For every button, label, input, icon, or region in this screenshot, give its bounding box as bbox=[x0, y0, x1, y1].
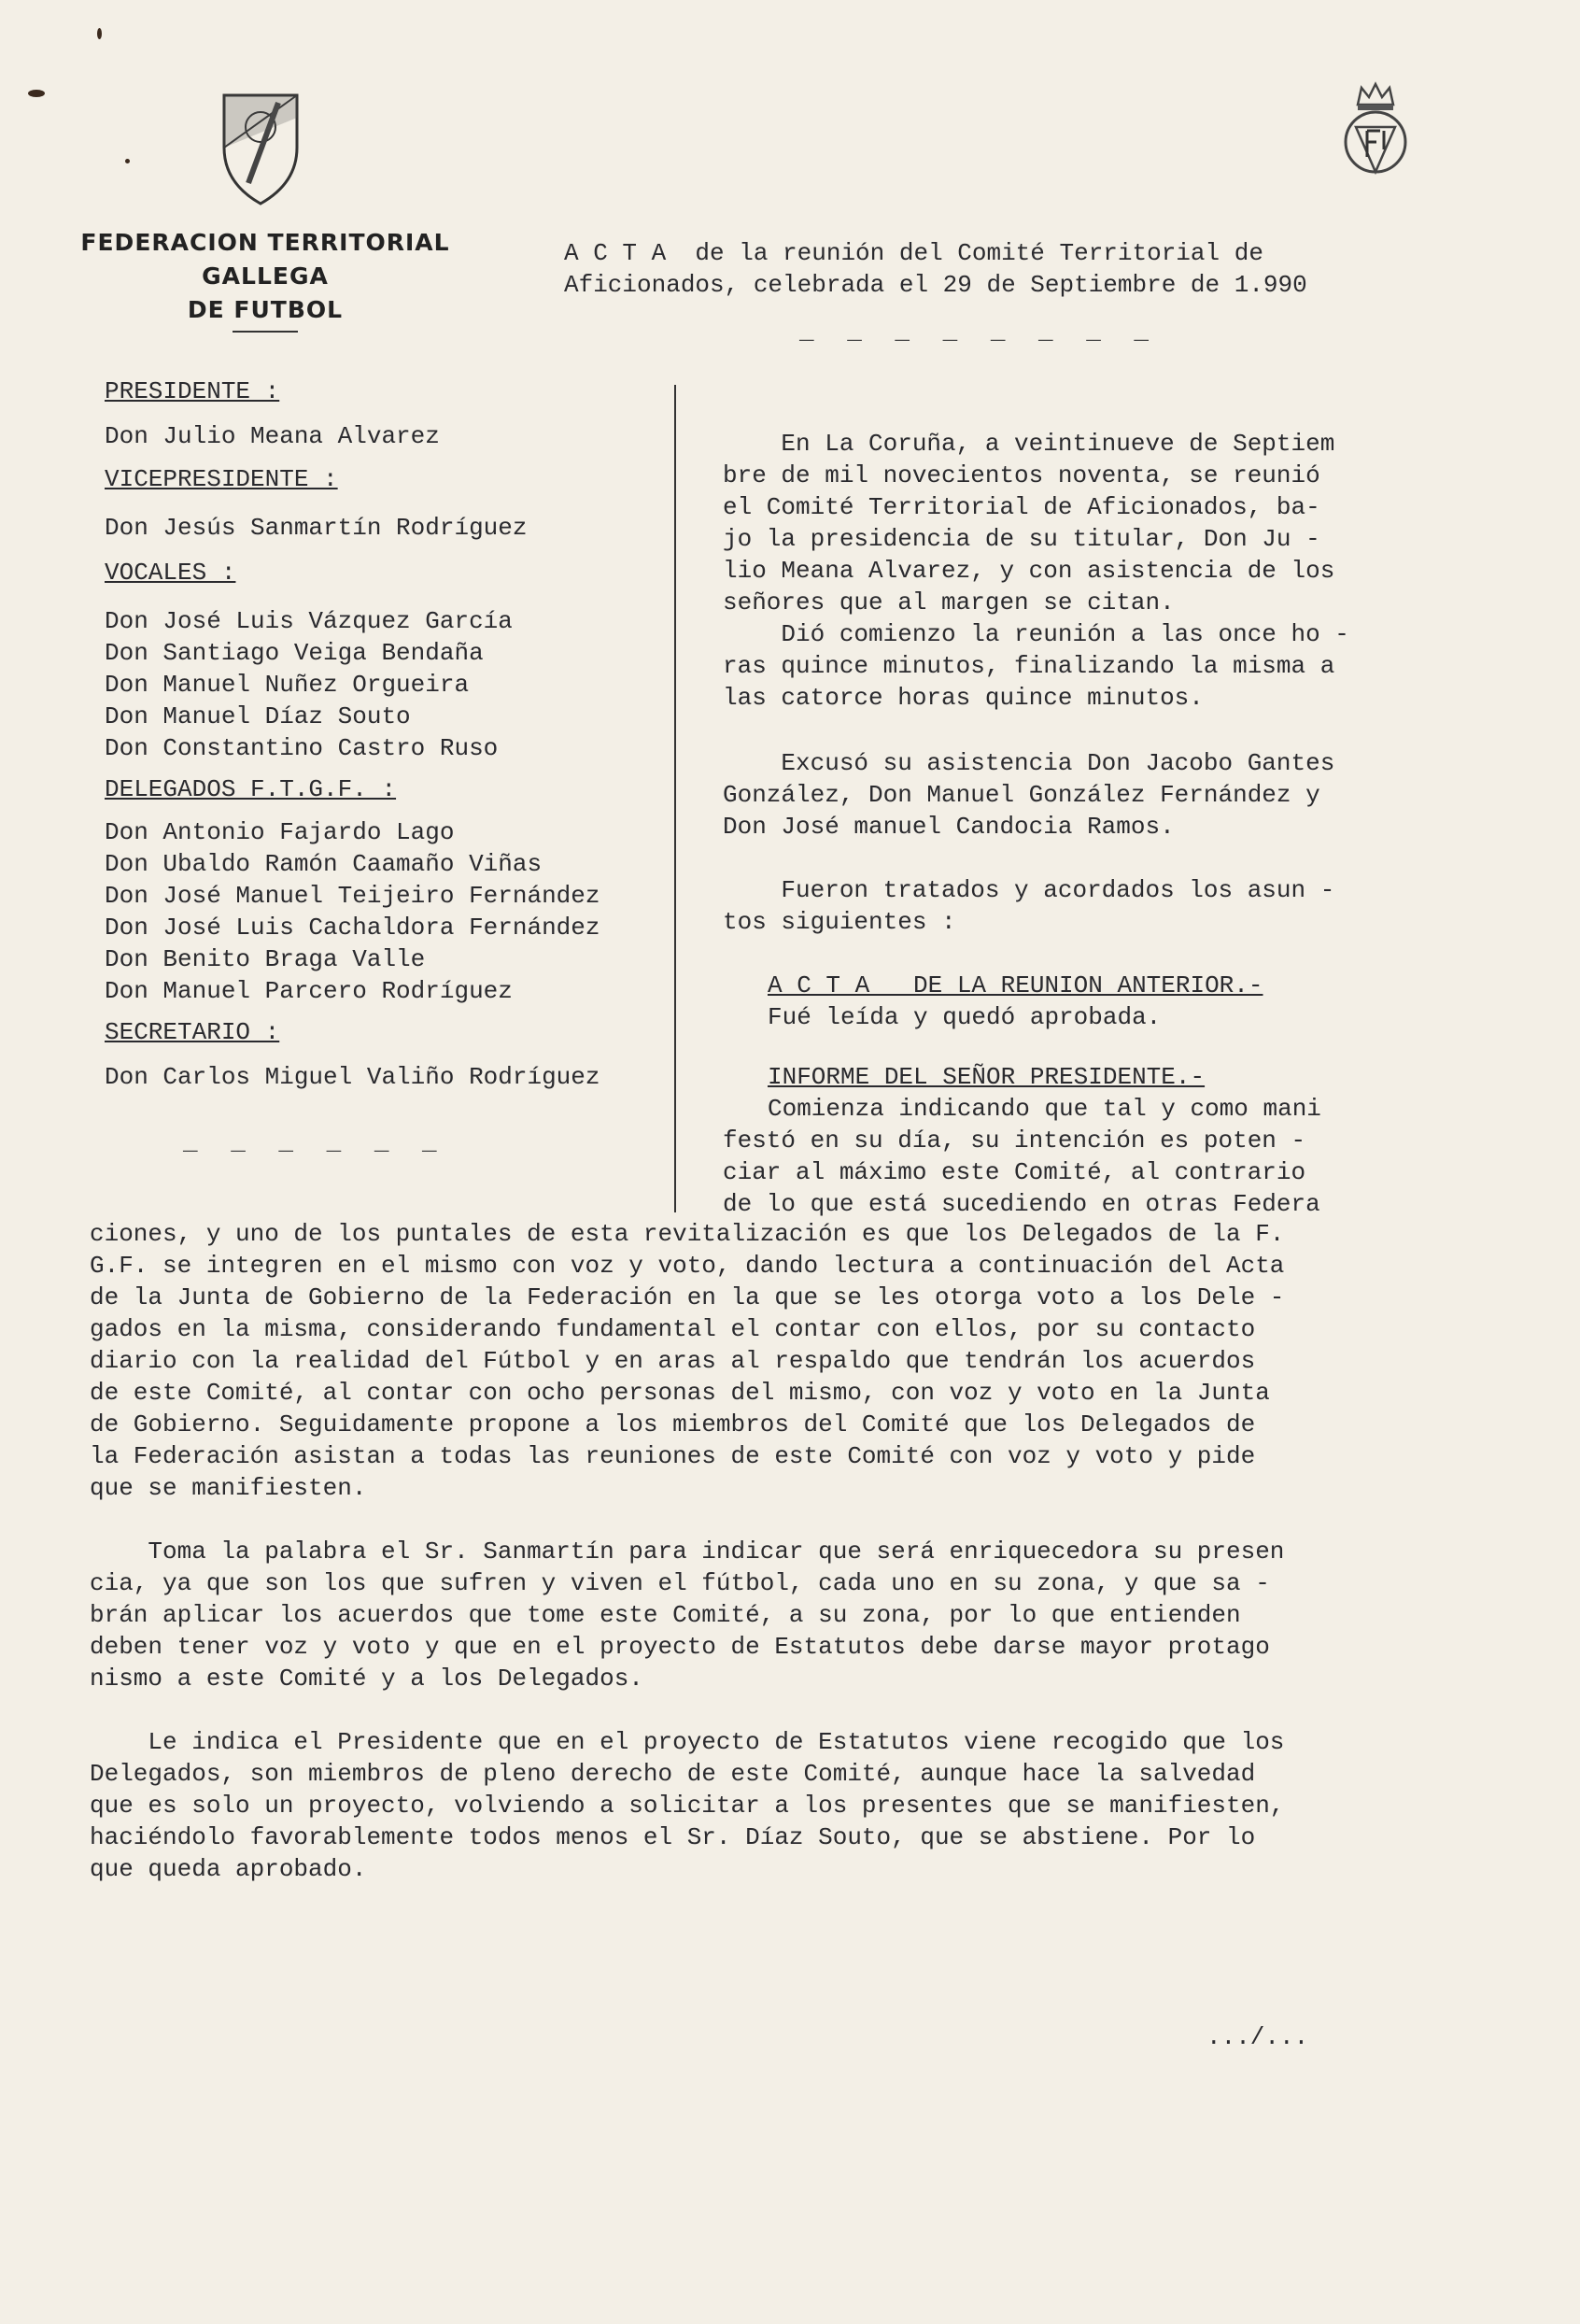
list-item: Don Santiago Veiga Bendaña bbox=[105, 639, 484, 667]
delegados-list bbox=[105, 816, 600, 1007]
ink-mark bbox=[125, 159, 130, 163]
informe-section bbox=[768, 1061, 1321, 1125]
list-item: Don José Manuel Teijeiro Fernández bbox=[105, 882, 600, 910]
text-line: las catorce horas quince minutos. bbox=[723, 684, 1204, 712]
secretario-heading: SECRETARIO : bbox=[105, 1018, 280, 1046]
organization-name-line1: FEDERACION TERRITORIAL GALLEGA bbox=[80, 229, 450, 290]
text-line: que es solo un proyecto, volviendo a solicitar a los presentes que se manifiesten, bbox=[90, 1792, 1285, 1820]
list-item: Don Benito Braga Valle bbox=[105, 945, 426, 973]
text-line: Comienza indicando que tal y como mani bbox=[768, 1095, 1321, 1123]
ink-mark bbox=[97, 28, 102, 39]
text-line: nismo a este Comité y a los Delegados. bbox=[90, 1665, 643, 1693]
text-line: de lo que está sucediendo en otras Federa bbox=[723, 1190, 1320, 1218]
informe-full-paragraph bbox=[90, 1218, 1284, 1504]
ink-mark bbox=[28, 90, 45, 97]
vicepresidente-heading: VICEPRESIDENTE : bbox=[105, 465, 338, 493]
text-line: gados en la misma, considerando fundamental el contar con ellos, por su contacto bbox=[90, 1315, 1256, 1343]
vocales-list bbox=[105, 605, 600, 764]
document-title-line2: Aficionados, celebrada el 29 de Septiembre de 1.990 bbox=[564, 271, 1307, 299]
crown-emblem-icon bbox=[1337, 78, 1414, 183]
text-line: diario con la realidad del Fútbol y en aras al respaldo que tendrán los acuerdos bbox=[90, 1347, 1256, 1375]
text-line: ciones, y uno de los puntales de esta revitalización es que los Delegados de la F. bbox=[90, 1220, 1285, 1248]
organization-name-line2: DE FUTBOL bbox=[187, 296, 344, 323]
text-line: el Comité Territorial de Aficionados, ba- bbox=[723, 493, 1320, 521]
text-line: que queda aprobado. bbox=[90, 1855, 367, 1883]
text-line: Toma la palabra el Sr. Sanmartín para indicar que será enriquecedora su presen bbox=[90, 1538, 1285, 1566]
text-line: Excusó su asistencia Don Jacobo Gantes bbox=[723, 749, 1335, 777]
tratados-paragraph bbox=[723, 874, 1334, 938]
excuso-paragraph bbox=[723, 747, 1334, 843]
shield-crest-icon bbox=[220, 90, 301, 207]
text-line: Fueron tratados y acordados los asun - bbox=[723, 876, 1335, 904]
list-item: Don Ubaldo Ramón Caamaño Viñas bbox=[105, 850, 543, 878]
list-item: Don Manuel Nuñez Orgueira bbox=[105, 671, 470, 699]
sanmartin-paragraph bbox=[90, 1536, 1284, 1694]
text-line: de este Comité, al contar con ocho personas del mismo, con voz y voto en la Junta bbox=[90, 1379, 1270, 1407]
text-line: cia, ya que son los que sufren y viven el fútbol, cada uno en su zona, y que sa - bbox=[90, 1569, 1270, 1597]
text-line: festó en su día, su intención es poten - bbox=[723, 1127, 1306, 1155]
text-line: jo la presidencia de su titular, Don Ju - bbox=[723, 525, 1320, 553]
vicepresidente-name: Don Jesús Sanmartín Rodríguez bbox=[105, 514, 528, 542]
text-line: lio Meana Alvarez, y con asistencia de los bbox=[723, 557, 1335, 585]
text-line: Le indica el Presidente que en el proyecto de Estatutos viene recogido que los bbox=[90, 1728, 1285, 1756]
intro-paragraph bbox=[723, 428, 1349, 714]
informe-continued bbox=[723, 1125, 1320, 1220]
title-dash-separator: _ _ _ _ _ _ _ _ bbox=[799, 318, 1159, 346]
organization-name bbox=[60, 226, 471, 333]
text-line: de la Junta de Gobierno de la Federación en la que se les otorga voto a los Dele - bbox=[90, 1283, 1285, 1311]
list-item: Don Constantino Castro Ruso bbox=[105, 734, 499, 762]
list-item: Don José Luis Cachaldora Fernández bbox=[105, 914, 600, 942]
list-item: Don José Luis Vázquez García bbox=[105, 607, 513, 635]
vocales-heading: VOCALES : bbox=[105, 559, 236, 587]
text-line: G.F. se integren en el mismo con voz y voto, dando lectura a continuación del Acta bbox=[90, 1252, 1285, 1280]
presidente-name: Don Julio Meana Alvarez bbox=[105, 422, 440, 450]
acta-anterior-text: Fué leída y quedó aprobada. bbox=[768, 1003, 1162, 1031]
informe-heading: INFORME DEL SEÑOR PRESIDENTE.- bbox=[768, 1063, 1206, 1091]
organization-underline bbox=[233, 331, 298, 333]
text-line: brán aplicar los acuerdos que tome este Comité, a su zona, por lo que entienden bbox=[90, 1601, 1241, 1629]
text-line: En La Coruña, a veintinueve de Septiem bbox=[723, 430, 1335, 458]
text-line: deben tener voz y voto y que en el proyecto de Estatutos debe darse mayor protago bbox=[90, 1633, 1270, 1661]
list-item: Don Manuel Díaz Souto bbox=[105, 702, 411, 730]
text-line: la Federación asistan a todas las reuniones de este Comité con voz y voto y pide bbox=[90, 1442, 1256, 1470]
text-line: Dió comienzo la reunión a las once ho - bbox=[723, 620, 1349, 648]
presidente-reply-paragraph bbox=[90, 1726, 1284, 1885]
list-item: Don Manuel Parcero Rodríguez bbox=[105, 977, 513, 1005]
text-line: señores que al margen se citan. bbox=[723, 588, 1175, 616]
text-line: de Gobierno. Seguidamente propone a los miembros del Comité que los Delegados de bbox=[90, 1410, 1256, 1438]
text-line: que se manifiesten. bbox=[90, 1474, 367, 1502]
acta-anterior-section bbox=[768, 970, 1263, 1033]
text-line: Delegados, son miembros de pleno derecho de este Comité, aunque hace la salvedad bbox=[90, 1760, 1256, 1788]
text-line: Don José manuel Candocia Ramos. bbox=[723, 813, 1175, 841]
document-title-line1: A C T A de la reunión del Comité Territorial de bbox=[564, 239, 1263, 267]
presidente-heading: PRESIDENTE : bbox=[105, 377, 280, 405]
continuation-marker: .../... bbox=[1206, 2023, 1309, 2051]
members-dash-separator: _ _ _ _ _ _ bbox=[183, 1128, 446, 1156]
delegados-heading: DELEGADOS F.T.G.F. : bbox=[105, 775, 397, 803]
text-line: haciéndolo favorablemente todos menos el Sr. Díaz Souto, que se abstiene. Por lo bbox=[90, 1823, 1256, 1851]
text-line: tos siguientes : bbox=[723, 908, 956, 936]
members-list bbox=[105, 376, 600, 1093]
acta-anterior-heading: A C T A DE LA REUNION ANTERIOR.- bbox=[768, 971, 1263, 999]
text-line: ciar al máximo este Comité, al contrario bbox=[723, 1158, 1306, 1186]
text-line: bre de mil novecientos noventa, se reunió bbox=[723, 461, 1320, 489]
document-title bbox=[564, 237, 1307, 301]
secretario-name: Don Carlos Miguel Valiño Rodríguez bbox=[105, 1063, 600, 1091]
text-line: ras quince minutos, finalizando la misma a bbox=[723, 652, 1335, 680]
column-divider bbox=[674, 385, 676, 1212]
list-item: Don Antonio Fajardo Lago bbox=[105, 818, 455, 846]
text-line: González, Don Manuel González Fernández y bbox=[723, 781, 1320, 809]
